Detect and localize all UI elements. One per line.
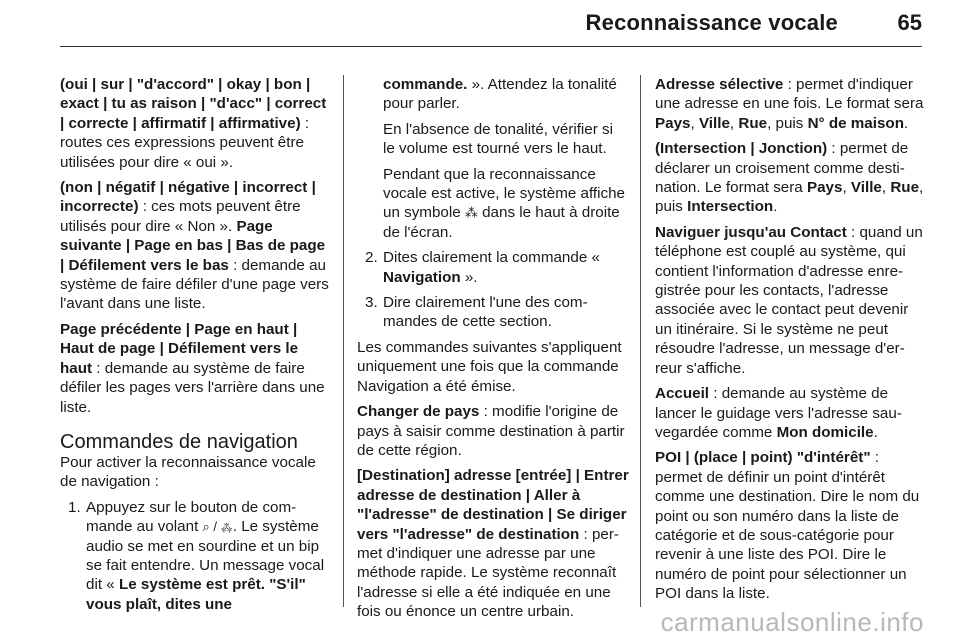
paragraph-intro: Pour activer la reconnaissance vocale de navigation : [60, 453, 316, 491]
paragraph-intersection: (Intersection | Jonction) : permet de déclarer un croisement comme destination. Le format sera Pays, Ville, Rue, puis Intersection. [655, 140, 924, 216]
voice-active-icon: ⁂ [464, 205, 478, 221]
watermark: carmanualsonline.info [660, 607, 924, 637]
paragraph-following: Les commandes suivantes s'appliquent uniquement une fois que la commande Navigation a été émise. [357, 338, 622, 395]
list-item-step-1: 1. Appuyez sur le bouton de commande au volant ⌕ / ⁂. Le système audio se met en sourdine et un bip se fait entendre. Un message vocal dit « Le système est prêt. "S'il" vous plaît, dites une [68, 498, 325, 613]
column-divider-2 [640, 75, 641, 607]
paragraph-no-page-down: (non | négatif | négative | incorrect | incorrecte) : ces mots peuvent être utilisés pour dire « Non ». Page suivante | Page en bas | Bas de page | Défilement vers le bas : demande au système de faire défiler d'une page vers l'avant dans une liste. [60, 179, 329, 313]
column-1 [60, 75, 332, 620]
header-divider [60, 46, 922, 47]
paragraph-poi: POI | (place | point) "d'intérêt" : permet de définir un point d'intérêt comme une destination. Dire le nom du point ou son numéro dans la liste de catégorie et de sous-catégorie pour revenir à une liste des POI. Dire le numéro de point pour sélectionner un POI dans la liste. [655, 449, 920, 603]
paragraph-home: Accueil : demande au système de lancer le guidage vers l'adresse sauvegardée comme Mon domicile. [655, 385, 902, 441]
paragraph-yes: (oui | sur | "d'accord" | okay | bon | exact | tu as raison | "d'acc" | correct | correcte | affirmatif | affirmative) : routes ces expressions peuvent être utilisées pour dire « oui ». [60, 76, 327, 171]
column-divider-1 [343, 75, 344, 607]
page-number: 65 [897, 10, 922, 35]
list-item-step-2: 2. Dites clairement la commande « Navigation ». [365, 249, 600, 286]
column-3 [655, 75, 925, 610]
list-item-step-3: 3. Dire clairement l'une des commandes de cette section. [365, 294, 588, 331]
paragraph-symbol: Pendant que la reconnaissance vocale est active, le système affiche un symbole ⁂ dans le haut à droite de l'écran. [383, 165, 625, 241]
paragraph-step1-continued: commande. ». Attendez la tonalité pour parler. [383, 76, 617, 113]
section-heading: Commandes de navigation [60, 430, 298, 453]
page-title: Reconnaissance vocale [585, 10, 838, 35]
paragraph-selective-address: Adresse sélective : permet d'indiquer une adresse en une fois. Le format sera Pays, Ville, Rue, puis N° de maison. [655, 76, 924, 132]
paragraph-destination-address: [Destination] adresse [entrée] | Entrer adresse de destination | Aller à "l'adresse" de destination | Se diriger vers "l'adresse" de destination : permet d'indiquer une adresse par une méthode rapide. Le système reconnaît l'adresse si elle a été indiquée en une fois ou énonce un centre urbain. [357, 467, 629, 621]
column-2 [357, 75, 629, 628]
paragraph-change-country: Changer de pays : modifie l'origine de pays à saisir comme destination à partir de cette région. [357, 403, 625, 459]
voice-button-icon: ⌕ / ⁂ [202, 519, 233, 535]
paragraph-page-up: Page précédente | Page en haut | Haut de page | Défilement vers le haut : demande au système de faire défiler les pages vers l'arrière dans une liste. [60, 320, 325, 416]
paragraph-navigate-contact: Naviguer jusqu'au Contact : quand un téléphone est couplé au système, qui contient l'information d'adresse enregistrée pour les contacts, l'adresse associée avec le contact peut devenir un itinéraire. Si le système ne peut résoudre l'adresse, un message d'erreur s'affiche. [655, 223, 923, 377]
paragraph-no-tone: En l'absence de tonalité, vérifier si le volume est tourné vers le haut. [383, 120, 613, 158]
